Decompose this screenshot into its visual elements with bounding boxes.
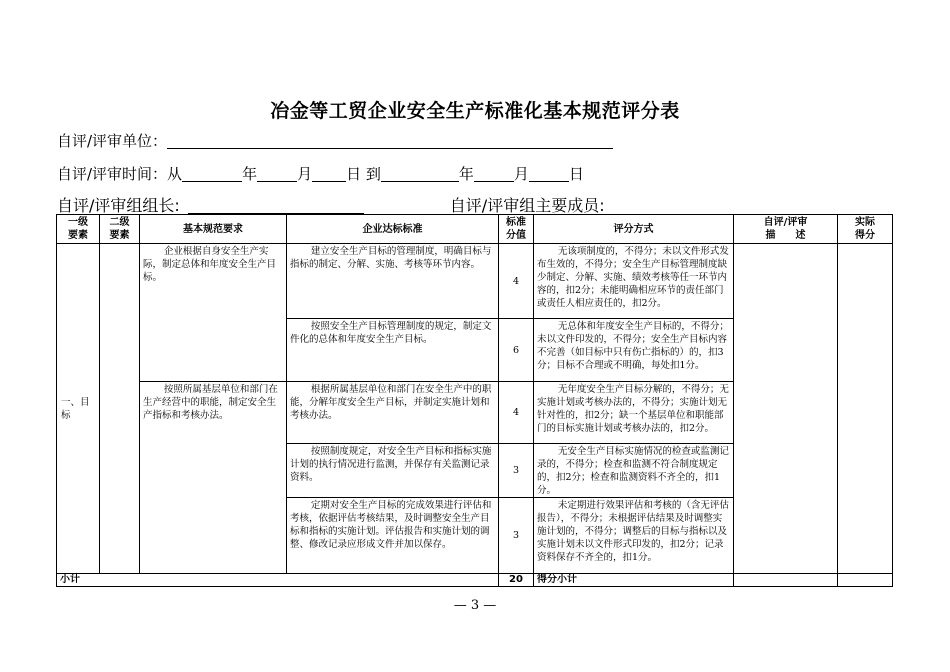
unit-blank [167,133,613,149]
month-label-2: 月 [513,165,529,183]
month-label-1: 月 [297,165,313,183]
day-blank-2 [529,166,569,182]
score-cell: 6 [499,319,534,382]
method-cell: 无总体和年度安全生产目标的，不得分；未以文件印发的，不得分；安全生产目标内容不完善（如目标中只有伤亡指标的）的，扣3分；目标不合理或不明确，每处扣1分。 [534,319,734,382]
subtotal-row [57,574,893,587]
col-header-score: 标准 分值 [499,215,534,244]
day-blank-1 [312,166,346,182]
day-label-2: 日 [568,165,584,183]
standard-cell: 定期对安全生产目标的完成效果进行评估和考核，依据评估考核结果，及时调整安全生产目标和指标的实施计划。评估报告和实施计划的调整、修改记录应形成文件并加以保存。 [287,498,499,574]
level1-cell: 一、目标 [57,244,100,574]
table-header-row [57,215,893,244]
score-subtotal-label: 得分小计 [534,574,734,587]
method-cell: 无该项制度的，不得分；未以文件形式发布生效的，不得分；安全生产目标管理制度缺少制定、分解、实施、绩效考核等任一环节内容的，扣2分；未能明确相应环节的责任部门或责任人相应责任的，扣2分。 [534,244,734,319]
col-header-standard: 企业达标标准 [287,215,499,244]
table-row [57,244,893,319]
document-title: 冶金等工贸企业安全生产标准化基本规范评分表 [270,100,680,122]
subtotal-score: 20 [499,574,534,587]
score-cell: 4 [499,382,534,444]
year-label-1: 年 [242,165,258,183]
actual-score-cell[interactable] [838,244,893,574]
leader-blank [188,198,364,214]
time-line [57,163,584,184]
leader-label: 自评/评审组组长: [57,196,180,215]
score-cell: 3 [499,498,534,574]
year-label-2: 年 [458,165,474,183]
members-label: 自评/评审组主要成员: [449,196,605,215]
time-label: 自评/评审时间：从 [57,165,183,183]
page-number: — 3 — [453,598,497,613]
requirement-cell: 按照所属基层单位和部门在生产经营中的职能，制定安全生产指标和考核办法。 [140,382,287,574]
year-blank-1 [182,166,242,182]
standard-cell: 按照制度规定，对安全生产目标和指标实施计划的执行情况进行监测，并保存有关监测记录资料。 [287,444,499,498]
col-header-description: 自评/评审 描 述 [734,215,838,244]
standard-cell: 根据所属基层单位和部门在安全生产中的职能，分解年度安全生产目标，并制定实施计划和考核办法。 [287,382,499,444]
col-header-level1: 一级 要素 [57,215,100,244]
year-blank-2 [381,166,459,182]
day-to-label: 日 到 [346,165,381,183]
standard-cell: 按照安全生产目标管理制度的规定，制定文件化的总体和年度安全生产目标。 [287,319,499,382]
method-cell: 未定期进行效果评估和考核的（含无评估报告），不得分；未根据评估结果及时调整实施计划的，不得分；调整后的目标与指标以及实施计划未以文件形式印发的，扣2分；记录资料保存不齐全的，扣1分。 [534,498,734,574]
unit-line [57,130,613,151]
col-header-actual: 实际 得分 [838,215,893,244]
score-table [56,214,893,587]
method-cell: 无年度安全生产目标分解的，不得分；无实施计划或考核办法的，不得分；实施计划无针对性的，扣2分；缺一个基层单位和职能部门的目标实施计划或考核办法的，扣2分。 [534,382,734,444]
standard-cell: 建立安全生产目标的管理制度，明确目标与指标的制定、分解、实施、考核等环节内容。 [287,244,499,319]
col-header-requirement: 基本规范要求 [140,215,287,244]
col-header-method: 评分方式 [534,215,734,244]
requirement-cell: 企业根据自身安全生产实际，制定总体和年度安全生产目标。 [140,244,287,382]
subtotal-description-cell[interactable] [734,574,838,587]
method-cell: 无安全生产目标实施情况的检查或监测记录的，不得分；检查和监测不符合制度规定的，扣2分；检查和监测资料不齐全的，扣1分。 [534,444,734,498]
month-blank-2 [474,166,514,182]
level2-cell [100,244,140,574]
score-cell: 4 [499,244,534,319]
unit-label: 自评/评审单位： [57,132,168,150]
col-header-level2: 二级 要素 [100,215,140,244]
leader-line [57,193,605,216]
subtotal-actual-cell[interactable] [838,574,893,587]
subtotal-label: 小计 [57,574,499,587]
score-cell: 3 [499,444,534,498]
month-blank-1 [257,166,297,182]
description-cell[interactable] [734,244,838,574]
